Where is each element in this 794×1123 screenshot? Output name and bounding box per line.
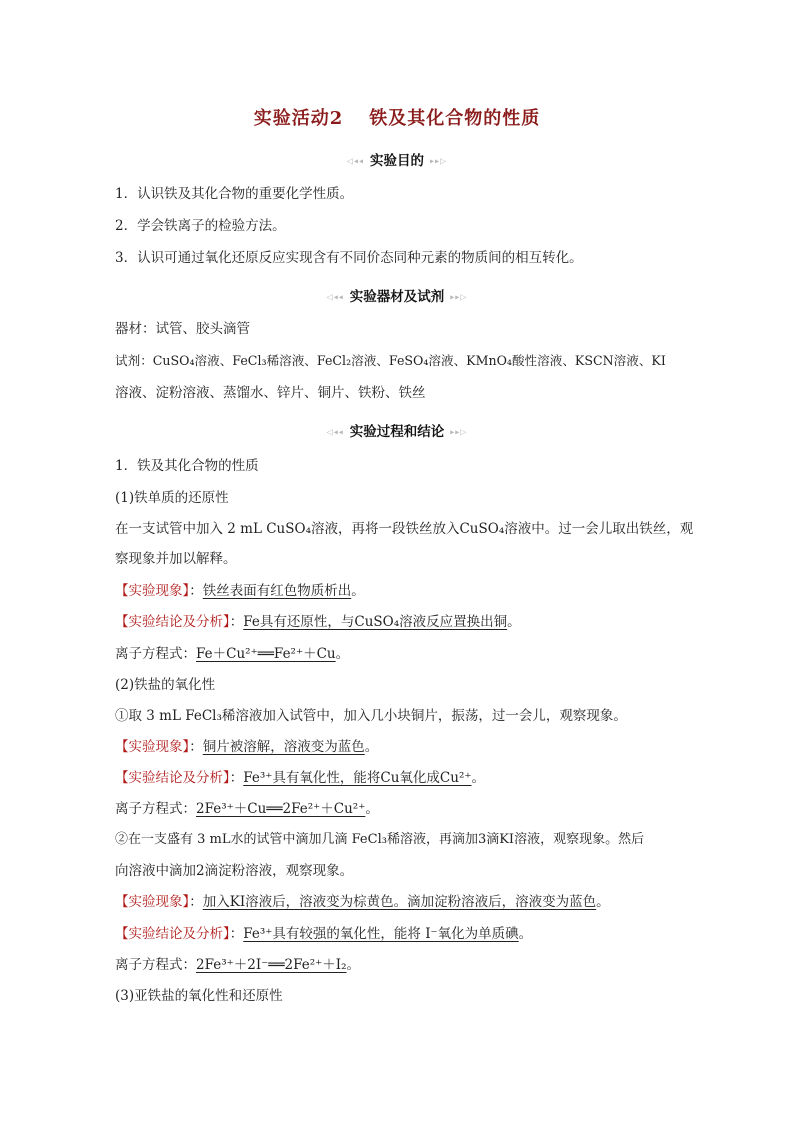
paragraph-1-line-2: 察现象并加以解释。	[115, 551, 237, 567]
phenomenon-tag: 【实验现象】	[115, 739, 190, 755]
right-arrows-icon: ▸▸▷	[430, 156, 448, 166]
subheading-iron-reducing: (1)铁单质的还原性	[115, 490, 229, 506]
phenomenon-3-text: 加入KI溶液后，溶液变为棕黄色。滴加淀粉溶液后，溶液变为蓝色	[202, 894, 597, 910]
phenomenon-1-text: 铁丝表面有红色物质析出	[202, 583, 352, 599]
title-part2: 铁及其化合物的性质	[369, 108, 541, 129]
left-arrows-icon: ◁◂◂	[326, 427, 344, 437]
phenomenon-3: 【实验现象】：加入KI溶液后，溶液变为棕黄色。滴加淀粉溶液后，溶液变为蓝色。	[115, 894, 610, 910]
left-arrows-icon: ◁◂◂	[326, 292, 344, 302]
right-arrows-icon: ▸▸▷	[450, 292, 468, 302]
subheading-iron-salt-oxidizing: (2)铁盐的氧化性	[115, 677, 216, 693]
phenomenon-1: 【实验现象】：铁丝表面有红色物质析出。	[115, 583, 365, 599]
purpose-item-3: 3．认识可通过氧化还原反应实现含有不同价态同种元素的物质间的相互转化。	[115, 250, 583, 266]
equation-3-text: 2Fe³⁺＋2I⁻══2Fe²⁺＋I₂	[196, 957, 347, 973]
paragraph-3-line-2: 向溶液中滴加2滴淀粉溶液，观察现象。	[115, 863, 354, 879]
purpose-item-2: 2．学会铁离子的检验方法。	[115, 218, 286, 234]
purpose-item-1: 1．认识铁及其化合物的重要化学性质。	[115, 186, 354, 202]
conclusion-tag: 【实验结论及分析】	[115, 770, 230, 786]
phenomenon-tag: 【实验现象】	[115, 894, 190, 910]
ion-equation-2: 离子方程式：2Fe³⁺＋Cu══2Fe²⁺＋Cu²⁺。	[115, 801, 379, 817]
ion-label: 离子方程式：	[115, 646, 196, 662]
conclusion-1-text: Fe具有还原性，与CuSO₄溶液反应置换出铜	[243, 614, 508, 630]
equation-1-text: Fe＋Cu²⁺══Fe²⁺＋Cu	[196, 646, 336, 662]
conclusion-tag: 【实验结论及分析】	[115, 926, 230, 942]
paragraph-2: ①取 3 mL FeCl₃稀溶液加入试管中，加入几小块铜片，振荡，过一会儿，观察现象。	[115, 708, 627, 724]
conclusion-2: 【实验结论及分析】：Fe³⁺具有氧化性，能将Cu氧化成Cu²⁺。	[115, 770, 485, 786]
right-arrows-icon: ▸▸▷	[450, 427, 468, 437]
section-heading-process: ◁◂◂ 实验过程和结论 ▸▸▷	[326, 424, 468, 440]
section-heading-purpose: ◁◂◂ 实验目的 ▸▸▷	[346, 153, 448, 169]
phenomenon-2-text: 铜片被溶解，溶液变为蓝色	[202, 739, 365, 755]
equation-2-text: 2Fe³⁺＋Cu══2Fe²⁺＋Cu²⁺	[196, 801, 366, 817]
conclusion-3-text: Fe³⁺具有较强的氧化性，能将 I⁻氧化为单质碘	[243, 926, 519, 942]
paragraph-1-line-1: 在一支试管中加入 2 mL CuSO₄溶液，再将一段铁丝放入CuSO₄溶液中。过一会儿取出铁丝，观	[115, 521, 694, 537]
subheading-ferrous-salt: (3)亚铁盐的氧化性和还原性	[115, 988, 283, 1004]
conclusion-2-text: Fe³⁺具有氧化性，能将Cu氧化成Cu²⁺	[243, 770, 472, 786]
reagents-line-2: 溶液、淀粉溶液、蒸馏水、锌片、铜片、铁粉、铁丝	[115, 385, 426, 401]
ion-label: 离子方程式：	[115, 957, 196, 973]
conclusion-tag: 【实验结论及分析】	[115, 614, 230, 630]
document-title	[0, 104, 794, 130]
conclusion-1: 【实验结论及分析】：Fe具有还原性，与CuSO₄溶液反应置换出铜。	[115, 614, 521, 630]
process-heading-1: 1．铁及其化合物的性质	[115, 458, 259, 474]
conclusion-3: 【实验结论及分析】：Fe³⁺具有较强的氧化性，能将 I⁻氧化为单质碘。	[115, 926, 533, 942]
reagents-line-1: 试剂：CuSO₄溶液、FeCl₃稀溶液、FeCl₂溶液、FeSO₄溶液、KMnO₄酸性溶液、KSCN溶液、KI	[115, 353, 666, 368]
ion-equation-3: 离子方程式：2Fe³⁺＋2I⁻══2Fe²⁺＋I₂。	[115, 957, 361, 973]
section-heading-materials: ◁◂◂ 实验器材及试剂 ▸▸▷	[326, 289, 468, 305]
left-arrows-icon: ◁◂◂	[346, 156, 364, 166]
ion-equation-1: 离子方程式：Fe＋Cu²⁺══Fe²⁺＋Cu。	[115, 646, 350, 662]
phenomenon-tag: 【实验现象】	[115, 583, 190, 599]
title-part1: 实验活动2	[253, 108, 344, 129]
ion-label: 离子方程式：	[115, 801, 196, 817]
equipment-line: 器材：试管、胶头滴管	[115, 321, 250, 337]
paragraph-3-line-1: ②在一支盛有 3 mL水的试管中滴加几滴 FeCl₃稀溶液，再滴加3滴KI溶液，观察现象。然后	[115, 832, 645, 847]
phenomenon-2: 【实验现象】：铜片被溶解，溶液变为蓝色。	[115, 739, 379, 755]
